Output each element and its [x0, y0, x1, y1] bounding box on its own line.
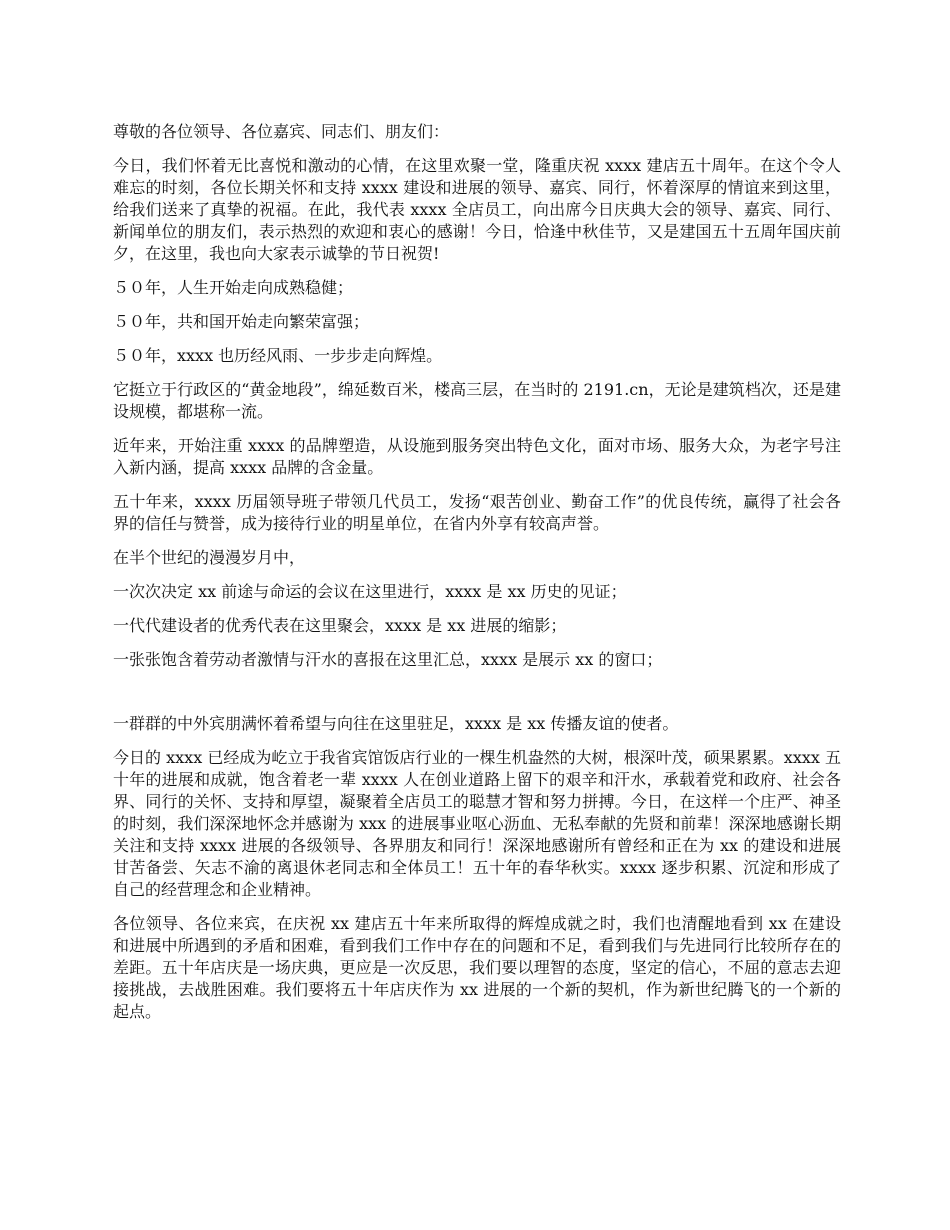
opening-paragraph: 今日，我们怀着无比喜悦和激动的心情，在这里欢聚一堂，隆重庆祝 xxxx 建店五十周年。在这个令人难忘的时刻，各位长期关怀和支持 xxxx 建设和进展的领导、嘉宾、同行，怀着深厚的情谊来到这里，给我们送来了真挚的祝福。在此，我代表 xxxx 全店员工，向出席今日庆典大会的领导、嘉宾、同行、新闻单位的朋友们，表示热烈的欢迎和衷心的感谢！今日，恰逢中秋佳节，又是建国五十五周年国庆前夕，在这里，我也向大家表示诚挚的节日祝贺! — [113, 156, 841, 263]
reports-paragraph: 一张张饱含着劳动者激情与汗水的喜报在这里汇总，xxxx 是展示 xx 的窗口； — [113, 650, 663, 669]
builders-paragraph: 一代代建设者的优秀代表在这里聚会，xxxx 是 xx 进展的缩影； — [113, 616, 567, 635]
reflection-paragraph: 各位领导、各位来宾，在庆祝 xx 建店五十年来所取得的辉煌成就之时，我们也清醒地看到 xx 在建设和进展中所遇到的矛盾和困难，看到我们工作中存在的问题和不足，看到我们与先进同行比较所存在的差距。五十年店庆是一场庆典，更应是一次反思，我们要以理智的态度，坚定的信心，不屈的意志去迎接挑战，去战胜困难。我们要将五十年店庆作为 xx 进展的一个新的契机，作为新世纪腾飞的一个新的起点。 — [113, 914, 841, 1021]
guests-paragraph: 一群群的中外宾朋满怀着希望与向往在这里驻足，xxxx 是 xx 传播友谊的使者。 — [113, 714, 679, 733]
history-paragraph: 五十年来，xxxx 历届领导班子带领几代员工，发扬“艰苦创业、勤奋工作”的优良传统，赢得了社会各界的信任与赞誉，成为接待行业的明星单位，在省内外享有较高声誉。 — [113, 492, 841, 533]
fifty-years-line-1: ５０年，人生开始走向成熟稳健； — [113, 278, 354, 297]
document-body — [113, 121, 841, 1035]
greeting-paragraph: 尊敬的各位领导、各位嘉宾、同志们、朋友们： — [113, 122, 450, 141]
paragraph-gap — [113, 683, 841, 713]
brand-paragraph: 近年来，开始注重 xxxx 的品牌塑造，从设施到服务突出特色文化，面对市场、服务大众，为老字号注入新内涵，提高 xxxx 品牌的含金量。 — [113, 436, 841, 477]
fifty-years-line-3: ５０年，xxxx 也历经风雨、一步步走向辉煌。 — [113, 346, 443, 365]
half-century-paragraph: 在半个世纪的漫漫岁月中， — [113, 548, 306, 567]
fifty-years-line-2: ５０年，共和国开始走向繁荣富强； — [113, 312, 370, 331]
location-paragraph: 它挺立于行政区的“黄金地段”，绵延数百米，楼高三层，在当时的 2191.cn，无论是建筑档次，还是建设规模，都堪称一流。 — [113, 380, 841, 421]
meetings-paragraph: 一次次决定 xx 前途与命运的会议在这里进行，xxxx 是 xx 历史的见证； — [113, 582, 627, 601]
achievements-paragraph: 今日的 xxxx 已经成为屹立于我省宾馆饭店行业的一棵生机盎然的大树，根深叶茂，硕果累累。xxxx 五十年的进展和成就，饱含着老一辈 xxxx 人在创业道路上留下的艰辛和汗水，承载着党和政府、社会各界、同行的关怀、支持和厚望，凝聚着全店员工的聪慧才智和努力拼搏。今日，在这样一个庄严、神圣的时刻，我们深深地怀念并感谢为 xxx 的进展事业呕心沥血、无私奉献的先贤和前辈！深深地感谢长期关注和支持 xxxx 进展的各级领导、各界朋友和同行！深深地感谢所有曾经和正在为 xx 的建设和进展甘苦备尝、矢志不渝的离退休老同志和全体员工！五十年的春华秋实。xxxx 逐步积累、沉淀和形成了自己的经营理念和企业精神。 — [113, 748, 841, 899]
